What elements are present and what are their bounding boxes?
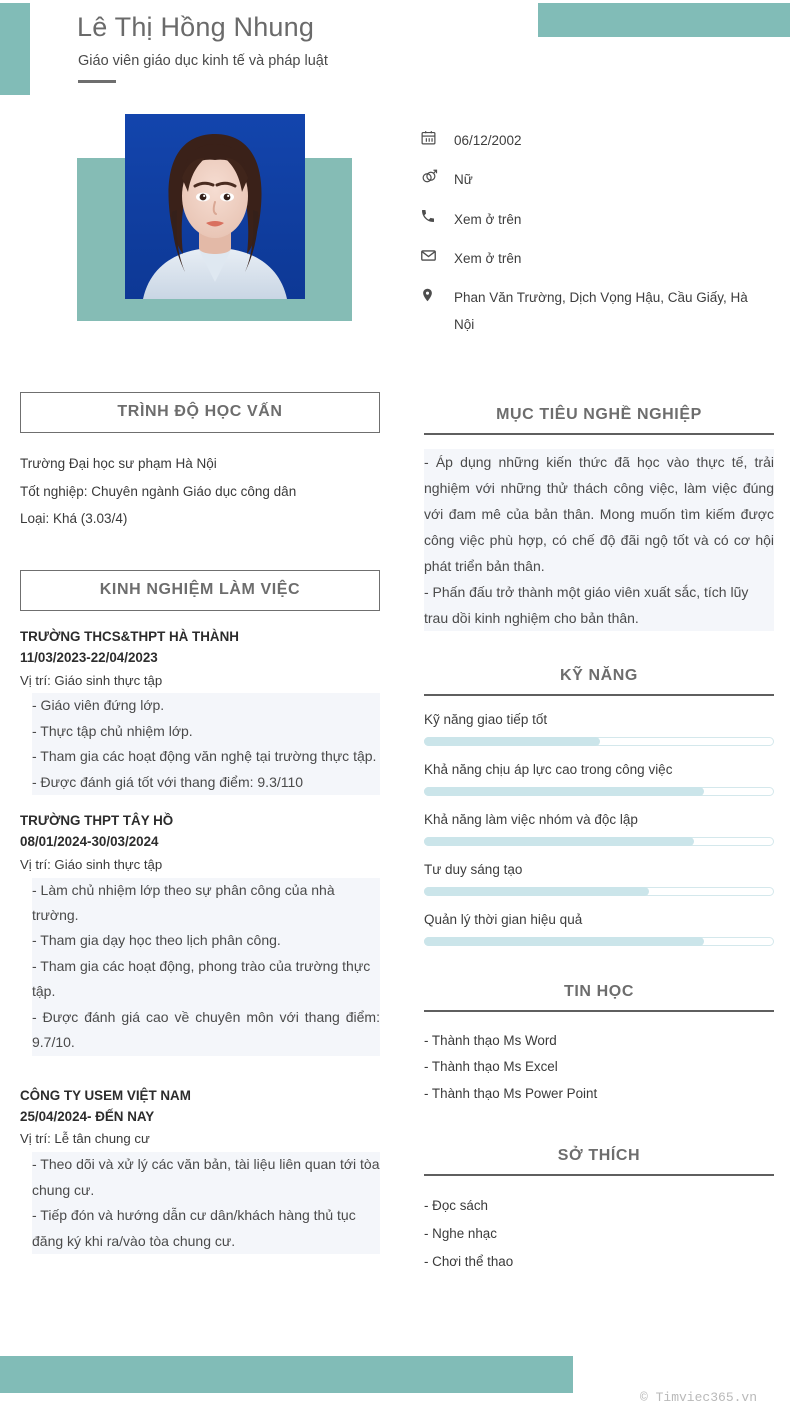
- experience-company: TRƯỜNG THPT TÂY HỒ: [20, 813, 174, 829]
- education-details: [20, 450, 380, 533]
- it-skill-item: - Thành thạo Ms Word: [424, 1033, 557, 1049]
- skills-section: [424, 667, 774, 946]
- experience-company: CÔNG TY USEM VIỆT NAM: [20, 1087, 191, 1103]
- experience-position: Vị trí: Giáo sinh thực tập: [20, 672, 163, 688]
- section-heading-it-skills: TIN HỌC: [424, 983, 774, 1012]
- it-skills-list: [424, 1028, 774, 1106]
- experience-bullet: - Thực tập chủ nhiệm lớp.: [32, 719, 380, 744]
- experience-bullet: - Tham gia các hoạt động văn nghệ tại trường thực tập.: [32, 744, 380, 769]
- education-line: Tốt nghiệp: Chuyên ngành Giáo dục công dân: [20, 483, 297, 499]
- contact-row-email: [420, 246, 780, 272]
- experience-bullet-list: [20, 693, 380, 795]
- hobbies-section: [424, 1147, 774, 1276]
- skill-progress-track: [424, 837, 774, 846]
- experience-bullet: - Làm chủ nhiệm lớp theo sự phân công của nhà trường.: [32, 878, 380, 929]
- site-watermark: © Timviec365.vn: [640, 1390, 758, 1405]
- experience-item: [20, 811, 380, 1056]
- experience-item: [20, 627, 380, 795]
- section-heading-skills: KỸ NĂNG: [424, 667, 774, 696]
- header-underline-rule: [78, 80, 116, 83]
- experience-bullet-list: [20, 1152, 380, 1254]
- skill-progress-track: [424, 887, 774, 896]
- skill-item: [424, 912, 774, 946]
- experience-bullet: - Tham gia dạy học theo lịch phân công.: [32, 928, 380, 953]
- it-skill-item: - Thành thạo Ms Power Point: [424, 1085, 598, 1101]
- skill-progress-fill: [424, 887, 649, 896]
- skill-progress-fill: [424, 837, 694, 846]
- contact-value-phone: Xem ở trên: [454, 211, 522, 227]
- email-icon: [420, 246, 454, 264]
- contact-value-birthdate: 06/12/2002: [454, 133, 522, 148]
- experience-dates: 25/04/2024- ĐẾN NAY: [20, 1108, 155, 1124]
- contact-row-birthdate: [420, 128, 780, 154]
- experience-dates: 08/01/2024-30/03/2024: [20, 833, 159, 849]
- contact-info-list: [420, 128, 780, 351]
- skill-progress-track: [424, 937, 774, 946]
- avatar-portrait-image: [125, 114, 305, 299]
- experience-bullet: - Được đánh giá cao về chuyên môn với thang điểm: 9.7/10.: [32, 1005, 380, 1056]
- contact-value-email: Xem ở trên: [454, 250, 522, 266]
- skill-item: [424, 812, 774, 846]
- avatar: [125, 114, 305, 299]
- section-heading-education: TRÌNH ĐỘ HỌC VẤN: [20, 392, 380, 433]
- decor-teal-block-top-right: [538, 3, 790, 37]
- skill-label: Khả năng chịu áp lực cao trong công việc: [424, 762, 673, 778]
- experience-position: Vị trí: Giáo sinh thực tập: [20, 856, 163, 872]
- experience-company: TRƯỜNG THCS&THPT HÀ THÀNH: [20, 629, 239, 645]
- education-line: Trường Đại học sư phạm Hà Nội: [20, 456, 217, 471]
- hobby-item: - Nghe nhạc: [424, 1225, 497, 1241]
- experience-item: [20, 1086, 380, 1254]
- contact-row-gender: [420, 167, 780, 193]
- skill-progress-track: [424, 737, 774, 746]
- experience-bullet: - Tham gia các hoạt động, phong trào của trường thực tập.: [32, 954, 380, 1005]
- skill-progress-fill: [424, 737, 600, 746]
- skill-label: Khả năng làm việc nhóm và độc lập: [424, 812, 638, 828]
- hobby-item: - Chơi thể thao: [424, 1253, 514, 1269]
- skill-progress-fill: [424, 787, 704, 796]
- hobbies-list: [424, 1192, 774, 1276]
- objective-body: [424, 449, 774, 631]
- section-heading-objective: MỤC TIÊU NGHỀ NGHIỆP: [424, 406, 774, 435]
- it-skills-section: [424, 983, 774, 1106]
- contact-value-address: Phan Văn Trường, Dịch Vọng Hậu, Cầu Giấy, Hà Nội: [454, 290, 748, 332]
- experience-position: Vị trí: Lễ tân chung cư: [20, 1131, 150, 1147]
- candidate-name: Lê Thị Hồng Nhung: [77, 12, 315, 42]
- skill-label: Tư duy sáng tạo: [424, 862, 523, 878]
- education-line: Loại: Khá (3.03/4): [20, 511, 128, 527]
- decor-teal-footer-bar: [0, 1356, 573, 1393]
- experience-bullet: - Theo dõi và xử lý các văn bản, tài liệu liên quan tới tòa chung cư.: [32, 1152, 380, 1203]
- experience-bullet: - Tiếp đón và hướng dẫn cư dân/khách hàng thủ tục đăng ký khi ra/vào tòa chung cư.: [32, 1203, 380, 1254]
- calendar-icon: [420, 128, 454, 146]
- decor-teal-strip-left: [0, 3, 30, 95]
- right-column: [424, 406, 774, 1276]
- experience-bullet: - Được đánh giá tốt với thang điểm: 9.3/110: [32, 770, 380, 795]
- objective-paragraph: - Áp dụng những kiến thức đã học vào thực tế, trải nghiệm với những thử thách công việc, làm việc đúng với đam mê của bản thân. Mong muốn tìm kiếm được công việc phù hợp, có chế độ đãi ngộ tốt và có cơ hội phát triển bản thân.: [424, 449, 774, 579]
- location-icon: [420, 285, 454, 304]
- section-heading-hobbies: SỞ THÍCH: [424, 1147, 774, 1176]
- experience-bullet: - Giáo viên đứng lớp.: [32, 693, 380, 718]
- contact-value-gender: Nữ: [454, 172, 473, 188]
- skill-label: Quản lý thời gian hiệu quả: [424, 912, 583, 928]
- skill-item: [424, 712, 774, 746]
- it-skill-item: - Thành thạo Ms Excel: [424, 1059, 558, 1075]
- experience-bullet-list: [20, 878, 380, 1056]
- skill-item: [424, 862, 774, 896]
- gender-icon: [420, 167, 454, 186]
- candidate-role: Giáo viên giáo dục kinh tế và pháp luật: [78, 53, 328, 69]
- contact-row-phone: [420, 207, 780, 233]
- objective-paragraph: - Phấn đấu trở thành một giáo viên xuất sắc, tích lũy trau dồi kinh nghiệm cho bản thân.: [424, 579, 774, 631]
- skill-progress-fill: [424, 937, 704, 946]
- section-heading-experience: KINH NGHIỆM LÀM VIỆC: [20, 570, 380, 611]
- contact-row-address: [420, 285, 780, 338]
- phone-icon: [420, 207, 454, 224]
- skill-item: [424, 762, 774, 796]
- experience-dates: 11/03/2023-22/04/2023: [20, 649, 158, 665]
- skill-progress-track: [424, 787, 774, 796]
- hobby-item: - Đọc sách: [424, 1197, 488, 1213]
- left-column: [20, 392, 380, 1254]
- skill-label: Kỹ năng giao tiếp tốt: [424, 712, 548, 728]
